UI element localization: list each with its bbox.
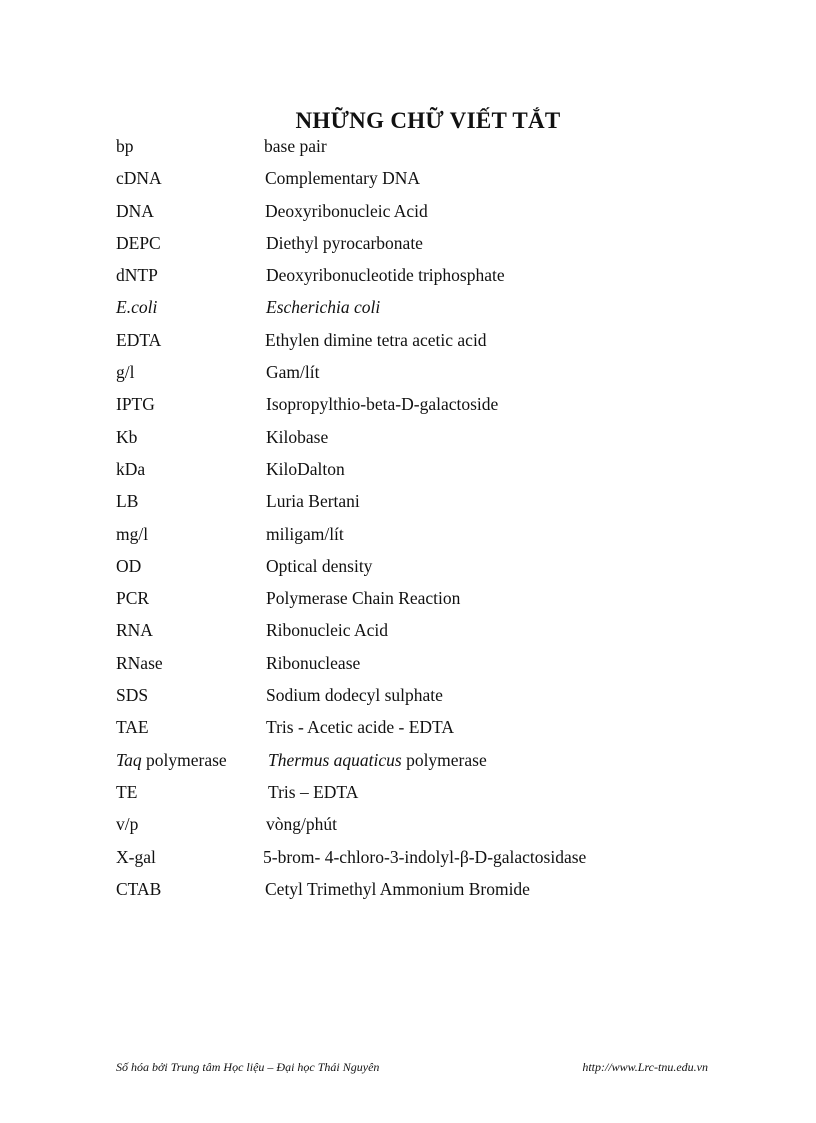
abbreviation-definition: Luria Bertani [266, 491, 360, 512]
abbreviation-term: DEPC [116, 232, 161, 253]
abbreviation-term: Kb [116, 426, 138, 447]
abbreviation-term: LB [116, 491, 139, 512]
abbreviation-definition: base pair [264, 136, 327, 156]
abbreviation-definition: Ribonuclease [266, 652, 361, 673]
abbreviation-term: CTAB [116, 878, 162, 899]
footer-credit: Số hóa bởi Trung tâm Học liệu – Đại học Thái Nguyên [116, 1060, 380, 1074]
abbreviation-definition: Tris – EDTA [268, 781, 359, 802]
abbreviation-row [116, 748, 756, 780]
abbreviation-row [116, 522, 756, 554]
abbreviation-term: TE [116, 781, 138, 802]
abbreviation-term: RNA [116, 620, 153, 641]
abbreviation-row [116, 715, 756, 747]
abbreviation-term: TAE [116, 717, 149, 738]
abbreviation-definition-italic: Thermus aquaticus [268, 749, 402, 770]
abbreviation-term-rest: polymerase [141, 749, 227, 770]
abbreviation-row [116, 586, 756, 618]
abbreviation-row [116, 392, 756, 424]
abbreviation-definition: Isopropylthio-beta-D-galactoside [266, 394, 499, 415]
abbreviation-row [116, 489, 756, 521]
abbreviation-term: IPTG [116, 394, 155, 415]
abbreviation-row [116, 425, 756, 457]
abbreviation-term: kDa [116, 458, 146, 479]
footer-url: http://www.Lrc-tnu.edu.vn [582, 1060, 708, 1074]
abbreviation-term: bp [116, 136, 134, 156]
abbreviation-definition: Kilobase [266, 426, 329, 447]
abbreviation-definition: Optical density [266, 555, 373, 576]
abbreviation-definition: Ethylen dimine tetra acetic acid [265, 329, 487, 350]
abbreviation-term: EDTA [116, 329, 162, 350]
abbreviation-row [116, 199, 756, 231]
abbreviation-definition: Gam/lít [266, 362, 320, 383]
abbreviation-row [116, 683, 756, 715]
abbreviation-definition: Complementary DNA [265, 168, 421, 189]
abbreviation-row [116, 360, 756, 392]
abbreviation-definition: Tris - Acetic acide - EDTA [266, 717, 454, 738]
abbreviation-term [116, 748, 227, 772]
abbreviation-definition: Ribonucleic Acid [266, 620, 388, 641]
abbreviation-definition: Deoxyribonucleotide triphosphate [266, 265, 505, 286]
abbreviation-row [116, 780, 756, 812]
abbreviation-term: X-gal [116, 846, 156, 867]
abbreviation-row [116, 618, 756, 650]
abbreviation-row [116, 554, 756, 586]
abbreviation-definition: KiloDalton [266, 458, 345, 479]
abbreviation-definition: vòng/phút [266, 814, 337, 835]
abbreviation-definition-rest: polymerase [401, 749, 487, 770]
abbreviation-row [116, 134, 756, 166]
abbreviation-row [116, 295, 756, 327]
abbreviation-definition: 5-brom- 4-chloro-3-indolyl-β-D-galactosidase [263, 846, 587, 867]
abbreviation-definition: miligam/lít [266, 523, 344, 544]
abbreviation-term: OD [116, 555, 142, 576]
abbreviation-row [116, 457, 756, 489]
abbreviation-term: mg/l [116, 523, 149, 544]
abbreviation-term: PCR [116, 588, 150, 609]
abbreviation-row [116, 812, 756, 844]
abbreviation-term: dNTP [116, 265, 158, 286]
abbreviation-list [116, 134, 756, 909]
abbreviation-term: SDS [116, 685, 149, 706]
abbreviation-row [116, 845, 756, 877]
abbreviation-row [116, 231, 756, 263]
abbreviation-definition: Escherichia coli [266, 297, 381, 318]
abbreviation-term: cDNA [116, 168, 162, 189]
abbreviation-definition: Cetyl Trimethyl Ammonium Bromide [265, 878, 530, 899]
abbreviation-term: v/p [116, 814, 139, 835]
abbreviation-definition [268, 748, 487, 772]
abbreviation-row [116, 263, 756, 295]
abbreviation-row [116, 877, 756, 909]
abbreviation-definition: Polymerase Chain Reaction [266, 588, 461, 609]
abbreviation-row [116, 328, 756, 360]
abbreviation-definition: Deoxyribonucleic Acid [265, 200, 428, 221]
abbreviation-row [116, 166, 756, 198]
page-title: NHỮNG CHỮ VIẾT TẮT [295, 108, 561, 134]
abbreviation-term: g/l [116, 362, 135, 383]
abbreviation-term: DNA [116, 200, 154, 221]
abbreviation-term-italic: Taq [116, 749, 142, 770]
abbreviation-definition: Sodium dodecyl sulphate [266, 685, 443, 706]
abbreviation-term: E.coli [116, 297, 158, 318]
abbreviation-definition: Diethyl pyrocarbonate [266, 232, 423, 253]
abbreviation-term: RNase [116, 652, 163, 673]
abbreviation-row [116, 651, 756, 683]
